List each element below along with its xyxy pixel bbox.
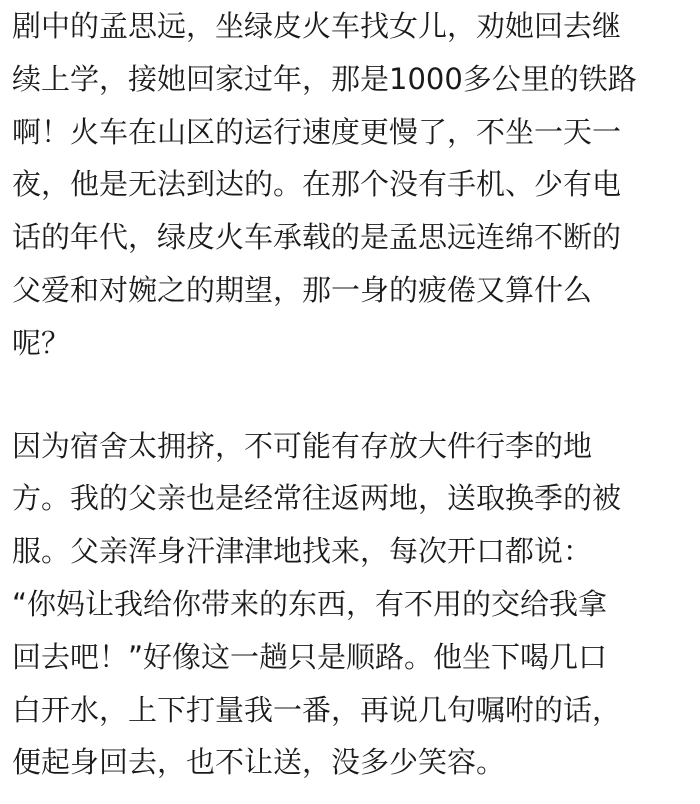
text-line: 父爱和对婉之的期望，那一身的疲倦又算什么 <box>12 272 593 307</box>
text-line: 呢？ <box>12 325 71 360</box>
text-line: 回去吧！”好像这一趟只是顺路。他坐下喝几口 <box>12 639 608 674</box>
article-body <box>12 0 692 789</box>
text-line: “你妈让我给你带来的东西，有不用的交给我拿 <box>12 586 608 621</box>
text-line: 白开水，上下打量我一番，再说几句嘱咐的话， <box>12 692 622 727</box>
text-line: 方。我的父亲也是经常往返两地，送取换季的被 <box>12 481 622 516</box>
text-line: 便起身回去，也不让送，没多少笑容。 <box>12 745 506 780</box>
text-line: 因为宿舍太拥挤，不可能有存放大件行李的地 <box>12 428 593 463</box>
paragraph-2 <box>12 420 692 790</box>
text-line: 服。父亲浑身汗津津地找来，每次开口都说： <box>12 534 593 569</box>
text-line: 夜，他是无法到达的。在那个没有手机、少有电 <box>12 167 622 202</box>
text-line: 续上学，接她回家过年，那是1000多公里的铁路 <box>12 61 637 96</box>
text-line: 话的年代，绿皮火车承载的是孟思远连绵不断的 <box>12 220 622 255</box>
paragraph-1 <box>12 0 692 370</box>
paragraph-spacer <box>12 370 692 420</box>
text-line: 剧中的孟思远，坐绿皮火车找女儿，劝她回去继 <box>12 9 622 43</box>
text-line: 啊！火车在山区的运行速度更慢了，不坐一天一 <box>12 114 622 149</box>
